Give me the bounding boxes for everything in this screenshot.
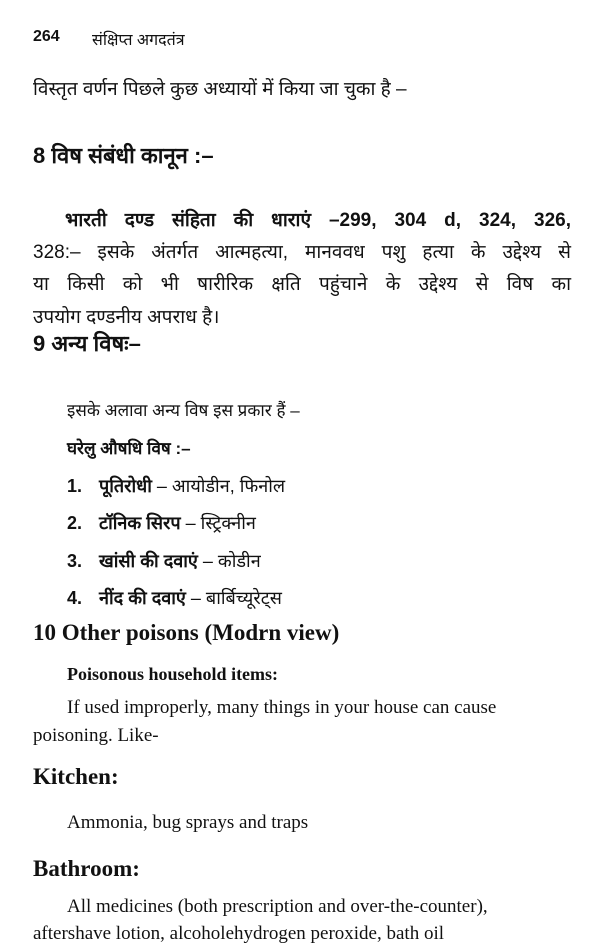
section-9-heading: 9 अन्य विषः– (33, 331, 141, 356)
page-number: 264 (33, 28, 60, 45)
section-10-para-line-2: poisoning. Like- (33, 725, 159, 746)
kitchen-heading: Kitchen: (33, 764, 119, 789)
list-number: 2. (67, 513, 83, 533)
list-desc: – आयोडीन, फिनोल (156, 476, 286, 496)
list-term: पूतिरोधी (99, 476, 152, 496)
section-8-line-2: 328:– इसके अंतर्गत आत्महत्या, मानववध पशु हत्या के उद्देश्य से (33, 242, 571, 263)
list-desc: – बार्बिच्यूरेट्स (190, 588, 282, 608)
section-8-line-1: भारती दण्ड संहिता की धाराएं –299, 304 d, 324, 326, (65, 210, 571, 231)
list-term: नींद की दवाएं (99, 588, 186, 608)
list-number: 3. (67, 551, 83, 571)
list-item (67, 586, 282, 610)
list-item (67, 511, 256, 535)
section-10-para-line-1: If used improperly, many things in your house can cause (67, 697, 497, 718)
section-9-intro: इसके अलावा अन्य विष इस प्रकार हैं – (67, 401, 300, 420)
list-item (67, 549, 261, 573)
running-title: संक्षिप्त अगदतंत्र (92, 32, 185, 49)
kitchen-text: Ammonia, bug sprays and traps (67, 812, 309, 833)
section-9-subheading: घरेलु औषधि विष :– (67, 439, 191, 458)
list-term: खांसी की दवाएं (99, 551, 198, 571)
list-desc: – कोडीन (202, 551, 261, 571)
section-10-heading: 10 Other poisons (Modrn view) (33, 620, 340, 645)
list-number: 4. (67, 588, 83, 608)
intro-line: विस्तृत वर्णन पिछले कुछ अध्यायों में किया जा चुका है – (33, 79, 407, 100)
section-10-subheading: Poisonous household items: (67, 664, 279, 684)
bathroom-heading: Bathroom: (33, 856, 140, 881)
list-term: टॉनिक सिरप (99, 513, 181, 533)
list-number: 1. (67, 476, 83, 496)
list-item (67, 474, 285, 498)
section-8-heading: 8 विष संबंधी कानून :– (33, 143, 214, 168)
bathroom-text-line-2: aftershave lotion, alcoholehydrogen peroxide, bath oil (33, 923, 445, 944)
bathroom-text-line-1: All medicines (both prescription and over-the-counter), (67, 896, 488, 917)
list-desc: – स्ट्रिक्नीन (185, 513, 256, 533)
section-8-line-3: या किसी को भी षारीरिक क्षति पहुंचाने के उद्देश्य से विष का (33, 274, 571, 295)
section-8-line-4: उपयोग दण्डनीय अपराध है। (33, 307, 220, 328)
